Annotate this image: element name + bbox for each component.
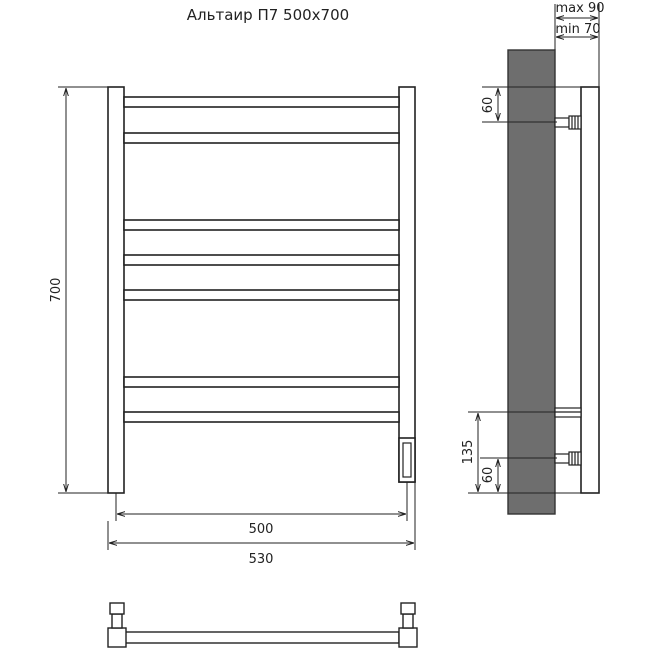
crossbar [124, 255, 399, 265]
left-upright [108, 87, 124, 493]
top-connector [555, 118, 569, 127]
bottom-connector [555, 454, 569, 463]
outer-width-dimension [108, 482, 415, 550]
max-depth-label: max 90 [555, 1, 605, 16]
top-view-left-end [108, 628, 126, 647]
side-upright [581, 87, 599, 493]
depth-dimensions [555, 4, 599, 87]
front-view [108, 87, 415, 493]
inner-width-label: 500 [248, 522, 274, 537]
drawing-title: Альтаир П7 500х700 [186, 6, 350, 24]
crossbar [124, 133, 399, 143]
top-offset-label: 60 [481, 96, 496, 114]
min-depth-label: min 70 [555, 22, 601, 37]
inner-width-dimension [116, 482, 407, 521]
crossbar [124, 220, 399, 230]
crossbar [124, 412, 399, 422]
crossbar [124, 377, 399, 387]
wall [508, 50, 555, 514]
top-view [108, 603, 417, 647]
bottom-offset-label-135: 135 [461, 439, 476, 465]
crossbar [124, 97, 399, 107]
top-view-right-end [399, 628, 417, 647]
outer-width-label: 530 [248, 552, 274, 567]
right-upright [399, 87, 415, 482]
top-view-bar [124, 632, 399, 643]
crossbar [124, 290, 399, 300]
control-box-window [403, 443, 411, 477]
side-connectors [555, 116, 581, 465]
height-label: 700 [49, 277, 64, 303]
height-dimension [58, 87, 108, 493]
bottom-offset-label-60: 60 [481, 466, 496, 484]
